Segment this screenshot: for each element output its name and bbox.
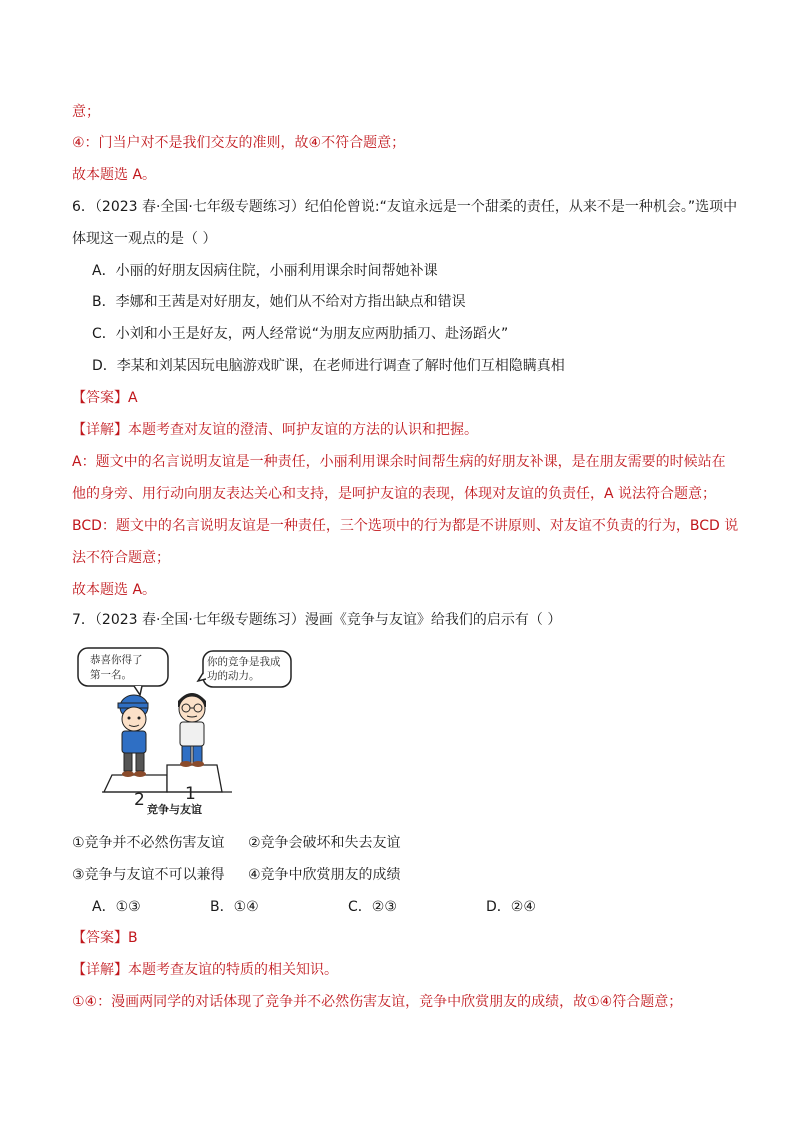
bubble-right-line1: 你的竞争是我成 <box>207 656 281 668</box>
q6-option-d: D．李某和刘某因玩电脑游戏旷课，在老师进行调查了解时他们互相隐瞒真相 <box>92 358 565 374</box>
q7-statement-4: ④竞争中欣赏朋友的成绩 <box>248 867 401 883</box>
podium <box>102 765 232 792</box>
q6-option-b: B．李娜和王茜是对好朋友，她们从不给对方指出缺点和错误 <box>92 294 466 310</box>
bubble-left-line2: 第一名。 <box>90 669 132 681</box>
q6-explanation: 他的身旁、用行动向朋友表达关心和支持，是呵护友谊的表现，体现对友谊的负责任，A 说法符合题意； <box>72 486 717 502</box>
q7-detail: 【详解】本题考查友谊的特质的相关知识。 <box>72 962 338 978</box>
bubble-left-line1: 恭喜你得了 <box>90 654 143 666</box>
text-line: 意； <box>72 104 100 120</box>
podium-label-2: 2 <box>134 790 145 810</box>
q6-detail: 【详解】本题考查对友谊的澄清、呵护友谊的方法的认识和把握。 <box>72 422 478 438</box>
q7-answer: 【答案】B <box>72 930 138 946</box>
q7-explanation: ①④：漫画两同学的对话体现了竞争并不必然伤害友谊，竞争中欣赏朋友的成绩，故①④符合题意； <box>72 994 683 1010</box>
bubble-right-line2: 功的动力。 <box>207 670 260 682</box>
question-6-stem: 6．（2023 春·全国·七年级专题练习）纪伯伦曾说:“友谊永远是一个甜柔的责任，从来不是一种机会。”选项中 <box>72 199 738 215</box>
speech-bubble-right <box>198 651 291 687</box>
text-line: ④：门当户对不是我们交友的准则，故④不符合题意； <box>72 135 406 151</box>
q6-answer: 【答案】A <box>72 390 138 406</box>
q6-final: 故本题选 A。 <box>72 582 157 598</box>
q6-option-a: A．小丽的好朋友因病住院，小丽利用课余时间帮她补课 <box>92 263 438 279</box>
q6-explanation: 法不符合题意； <box>72 550 170 566</box>
speech-bubble-left <box>78 648 168 695</box>
podium-label-1: 1 <box>185 784 196 804</box>
q7-option-c: C．②③ <box>348 899 397 915</box>
text-line: 故本题选 A。 <box>72 167 157 183</box>
q7-statement-1: ①竞争并不必然伤害友谊 <box>72 835 225 851</box>
boy-left-figure <box>118 695 148 777</box>
q6-explanation: A：题文中的名言说明友谊是一种责任，小丽利用课余时间帮生病的好朋友补课，是在朋友需要的时候站在 <box>72 454 726 470</box>
q6-explanation: BCD：题文中的名言说明友谊是一种责任，三个选项中的行为都是不讲原则、对友谊不负责的行为，BCD 说 <box>72 518 739 534</box>
comic-illustration <box>72 645 302 815</box>
q7-statement-3: ③竞争与友谊不可以兼得 <box>72 867 225 883</box>
boy-right-figure <box>178 693 206 767</box>
q7-statement-2: ②竞争会破坏和失去友谊 <box>248 835 401 851</box>
question-6-stem-cont: 体现这一观点的是（ ） <box>72 231 217 247</box>
q6-option-c: C．小刘和小王是好友，两人经常说“为朋友应两肋插刀、赴汤蹈火” <box>92 326 509 342</box>
comic-caption: 竞争与友谊 <box>147 803 202 815</box>
q7-option-a: A．①③ <box>92 899 141 915</box>
question-7-stem: 7．（2023 春·全国·七年级专题练习）漫画《竞争与友谊》给我们的启示有（ ） <box>72 612 562 628</box>
q7-option-d: D．②④ <box>486 899 536 915</box>
q7-option-b: B．①④ <box>210 899 259 915</box>
